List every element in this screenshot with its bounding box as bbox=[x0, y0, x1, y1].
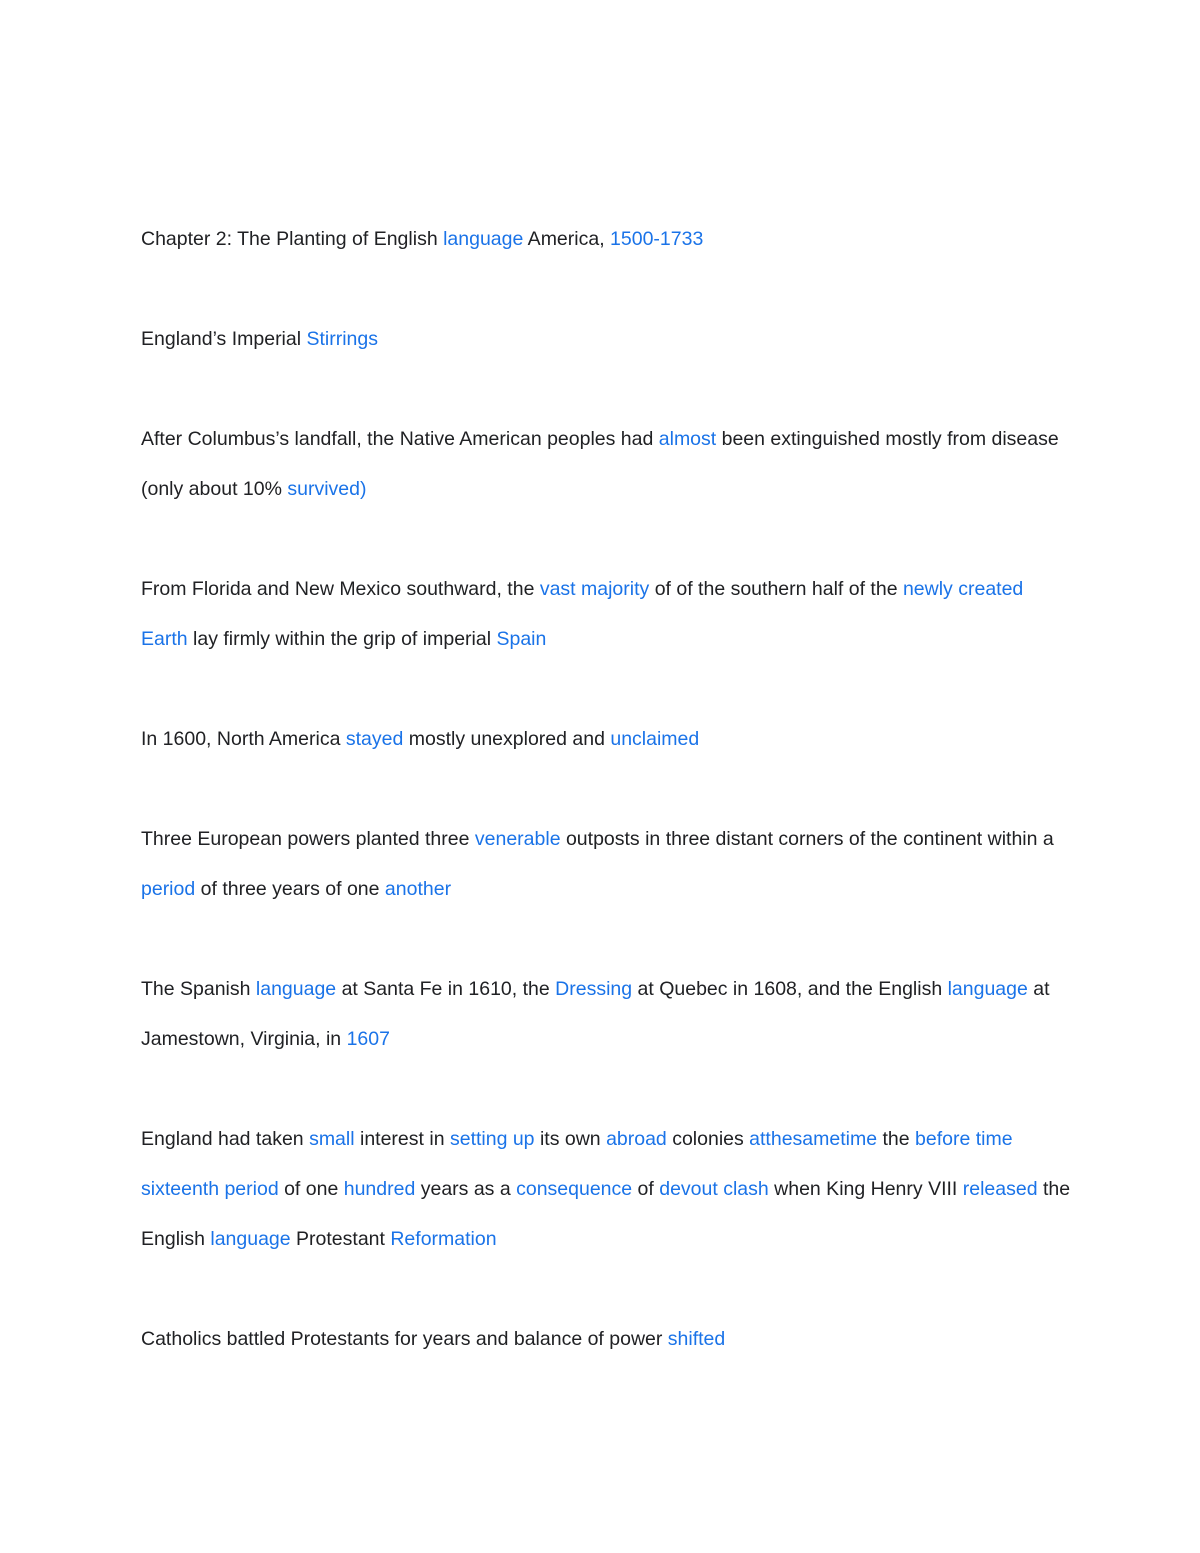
text-run: outposts in three distant corners of the continent within a bbox=[560, 828, 1060, 850]
inline-link[interactable]: language bbox=[947, 978, 1028, 1000]
text-run: America, bbox=[523, 228, 611, 250]
inline-link[interactable]: stayed bbox=[345, 728, 404, 750]
inline-link[interactable]: 1500-1733 bbox=[610, 228, 704, 250]
text-run: of bbox=[632, 1178, 660, 1200]
paragraph-gap bbox=[141, 264, 1071, 314]
text-run: lay firmly within the grip of imperial bbox=[187, 628, 497, 650]
paragraph-gap bbox=[141, 514, 1071, 564]
inline-link[interactable]: Reformation bbox=[390, 1228, 497, 1250]
text-run: years as a bbox=[415, 1178, 517, 1200]
inline-link[interactable]: language bbox=[210, 1228, 291, 1250]
text-run: colonies bbox=[666, 1128, 750, 1150]
text-run: England’s Imperial bbox=[141, 328, 307, 350]
inline-link[interactable]: Dressing bbox=[555, 978, 633, 1000]
paragraph bbox=[141, 964, 1071, 1064]
paragraph bbox=[141, 1314, 1071, 1364]
text-run: the English bbox=[141, 1178, 1076, 1250]
inline-link[interactable]: language bbox=[443, 228, 524, 250]
text-run: its own bbox=[534, 1128, 607, 1150]
text-run: The Spanish bbox=[141, 978, 256, 1000]
paragraph bbox=[141, 1114, 1076, 1264]
paragraph bbox=[141, 714, 1071, 764]
paragraph-gap bbox=[141, 1064, 1071, 1114]
text-run: of of the southern half of the bbox=[649, 578, 903, 600]
inline-link[interactable]: unclaimed bbox=[610, 728, 700, 750]
document-body bbox=[141, 214, 1076, 1364]
text-run: interest in bbox=[354, 1128, 450, 1150]
text-run: England had taken bbox=[141, 1128, 310, 1150]
paragraph-gap bbox=[141, 914, 1071, 964]
inline-link[interactable]: setting up bbox=[449, 1128, 535, 1150]
inline-link[interactable]: venerable bbox=[474, 828, 561, 850]
inline-link[interactable]: hundred bbox=[343, 1178, 416, 1200]
text-run: Chapter 2: The Planting of English bbox=[141, 228, 444, 250]
inline-link[interactable]: devout clash bbox=[659, 1178, 769, 1200]
text-run: at Santa Fe in 1610, the bbox=[336, 978, 556, 1000]
inline-link[interactable]: abroad bbox=[606, 1128, 667, 1150]
inline-link[interactable]: atthesametime bbox=[749, 1128, 878, 1150]
inline-link[interactable]: language bbox=[255, 978, 337, 1000]
text-run: been extinguished mostly from disease (only about 10% bbox=[141, 428, 1065, 500]
text-run: Three European powers planted three bbox=[141, 828, 475, 850]
inline-link[interactable]: another bbox=[384, 878, 452, 900]
paragraph-gap bbox=[141, 664, 1071, 714]
text-run: of three years of one bbox=[195, 878, 385, 900]
inline-link[interactable]: Spain bbox=[496, 628, 547, 650]
text-run: After Columbus’s landfall, the Native American peoples had bbox=[141, 428, 659, 450]
inline-link[interactable]: vast majority bbox=[539, 578, 650, 600]
inline-link[interactable]: Stirrings bbox=[306, 328, 379, 350]
text-run: the bbox=[877, 1128, 916, 1150]
paragraph-gap bbox=[141, 764, 1071, 814]
document-title bbox=[141, 214, 1071, 264]
inline-link[interactable]: small bbox=[309, 1128, 355, 1150]
paragraph-gap bbox=[141, 364, 1071, 414]
inline-link[interactable]: before time sixteenth period bbox=[141, 1128, 1019, 1200]
text-run: Protestant bbox=[290, 1228, 391, 1250]
paragraph bbox=[141, 814, 1071, 914]
text-run: mostly unexplored and bbox=[403, 728, 611, 750]
text-run: In 1600, North America bbox=[141, 728, 346, 750]
section-heading bbox=[141, 314, 1071, 364]
text-run: of one bbox=[278, 1178, 344, 1200]
paragraph-gap bbox=[141, 1264, 1071, 1314]
text-run: at Jamestown, Virginia, in bbox=[141, 978, 1055, 1050]
text-run: when King Henry VIII bbox=[768, 1178, 963, 1200]
paragraph bbox=[141, 414, 1071, 514]
text-run: at Quebec in 1608, and the English bbox=[632, 978, 948, 1000]
inline-link[interactable]: 1607 bbox=[346, 1028, 390, 1050]
text-run: Catholics battled Protestants for years and balance of power bbox=[141, 1328, 668, 1350]
inline-link[interactable]: released bbox=[962, 1178, 1038, 1200]
text-run: From Florida and New Mexico southward, the bbox=[141, 578, 540, 600]
paragraph bbox=[141, 564, 1071, 664]
inline-link[interactable]: consequence bbox=[516, 1178, 633, 1200]
inline-link[interactable]: survived) bbox=[287, 478, 367, 500]
inline-link[interactable]: shifted bbox=[667, 1328, 726, 1350]
inline-link[interactable]: period bbox=[141, 878, 196, 900]
inline-link[interactable]: almost bbox=[658, 428, 717, 450]
inline-link[interactable]: newly created Earth bbox=[141, 578, 1029, 650]
